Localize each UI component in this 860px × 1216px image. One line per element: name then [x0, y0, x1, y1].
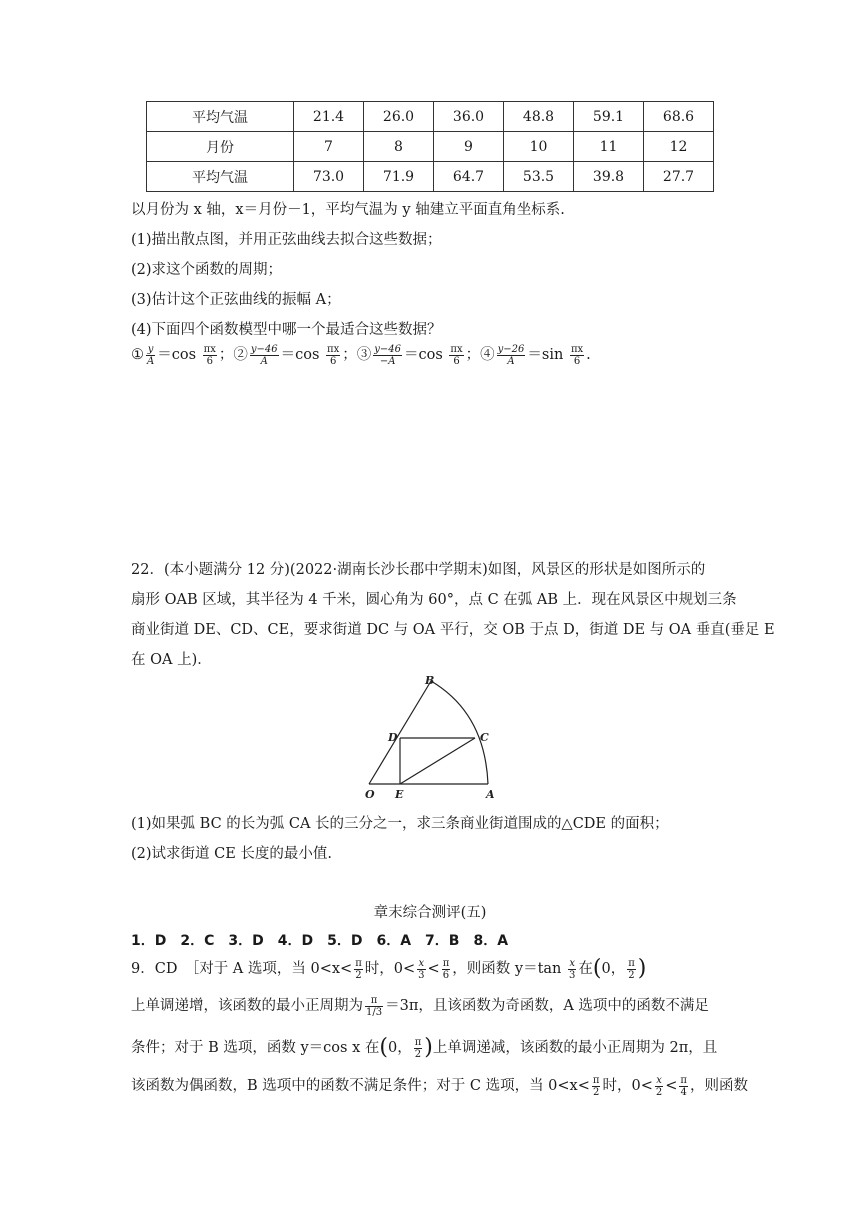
table-cell: 71.9 [364, 162, 434, 192]
table-cell: 12 [644, 132, 714, 162]
table-row [147, 162, 714, 192]
q22-part1: (1)如果弧 BC 的长为弧 CA 长的三分之一，求三条商业街道围成的△CDE 的面积； [131, 816, 669, 832]
answers-mc: 1．D 2．C 3．D 4．D 5．D 6．A 7．B 8．A [131, 933, 509, 949]
table-cell: 27.7 [644, 162, 714, 192]
table-cell: 53.5 [504, 162, 574, 192]
q21-intro: 以月份为 x 轴，x＝月份－1，平均气温为 y 轴建立平面直角坐标系. [131, 202, 565, 218]
table-cell: 73.0 [294, 162, 364, 192]
table-row [147, 102, 714, 132]
table-cell: 64.7 [434, 162, 504, 192]
table-cell: 48.8 [504, 102, 574, 132]
table-cell: 26.0 [364, 102, 434, 132]
table-cell: 9 [434, 132, 504, 162]
row-header-cell: 月份 [147, 132, 294, 162]
table-cell: 10 [504, 132, 574, 162]
table-row [147, 132, 714, 162]
answers-title: 章末综合测评(五) [373, 905, 487, 921]
table-cell: 8 [364, 132, 434, 162]
table-cell: 11 [574, 132, 644, 162]
q22-part2: (2)试求街道 CE 长度的最小值. [131, 846, 333, 862]
q21-models: ① $\frac{y}{A}$ ＝cos $\frac{\pi x}{6}$ ；② $\frac{y-46}{A}$ ＝cos $\frac{\pi x}{6}$ ；③ $\frac{y-46}{-A}$ ＝cos $\frac{\pi x}{6}$ ；④ $\frac{y-26}{A}$ ＝sin $\frac{\pi x}{6}$ . [131, 343, 591, 367]
table-cell: 68.6 [644, 102, 714, 132]
answer9-line3: 条件；对于 B 选项，函数 y＝cos x 在(0， $\frac{\pi}{2}$ )上单调递减，该函数的最小正周期为 2π，且 [131, 1035, 718, 1060]
table-cell: 7 [294, 132, 364, 162]
row-header-cell: 平均气温 [147, 162, 294, 192]
temperature-table [146, 101, 714, 192]
table-cell: 39.8 [574, 162, 644, 192]
q21-part3: (3)估计这个正弦曲线的振幅 A； [131, 292, 341, 308]
table-cell: 59.1 [574, 102, 644, 132]
q22-line3: 商业街道 DE、CD、CE，要求街道 DC 与 OA 平行，交 OB 于点 D，街道 DE 与 OA 垂直(垂足 E [131, 622, 775, 638]
q21-part2: (2)求这个函数的周期； [131, 262, 283, 278]
table-cell: 36.0 [434, 102, 504, 132]
label-E: E [395, 788, 404, 801]
label-A: A [486, 788, 495, 801]
answer9-line4: 该函数为偶函数，B 选项中的函数不满足条件；对于 C 选项，当 0<x< $\frac{\pi}{2}$ 时，0< $\frac{x}{2}$ < $\frac{\pi}{4}$ ，则函数 [131, 1074, 748, 1098]
table-cell: 21.4 [294, 102, 364, 132]
segment-CE [400, 738, 475, 784]
q22-line1: 22．(本小题满分 12 分)(2022·湖南长沙长郡中学期末)如图，风景区的形状是如图所示的 [131, 562, 706, 578]
q21-part1: (1)描出散点图，并用正弦曲线去拟合这些数据； [131, 232, 442, 248]
answer9-line1: 9．CD ［对于 A 选项，当 0<x< $\frac{\pi}{2}$ 时，0< $\frac{x}{3}$ < $\frac{\pi}{6}$ ，则函数 y＝tan $\frac{x}{3}$ 在(0， $\frac{\pi}{2}$ ) [131, 956, 647, 981]
sector-figure [355, 668, 515, 802]
label-D: D [388, 731, 398, 744]
answer9-line2: 上单调递增，该函数的最小正周期为 $\frac{\pi}{1/3}$ ＝3π，且该函数为奇函数，A 选项中的函数不满足 [131, 994, 709, 1018]
q21-part4: (4)下面四个函数模型中哪一个最适合这些数据？ [131, 322, 442, 338]
label-B: B [425, 674, 435, 687]
q22-line4: 在 OA 上)． [131, 652, 212, 668]
label-O: O [365, 788, 375, 801]
row-header-cell: 平均气温 [147, 102, 294, 132]
label-C: C [480, 731, 489, 744]
q22-line2: 扇形 OAB 区域，其半径为 4 千米，圆心角为 60°，点 C 在弧 AB 上．现在风景区中规划三条 [131, 592, 737, 608]
